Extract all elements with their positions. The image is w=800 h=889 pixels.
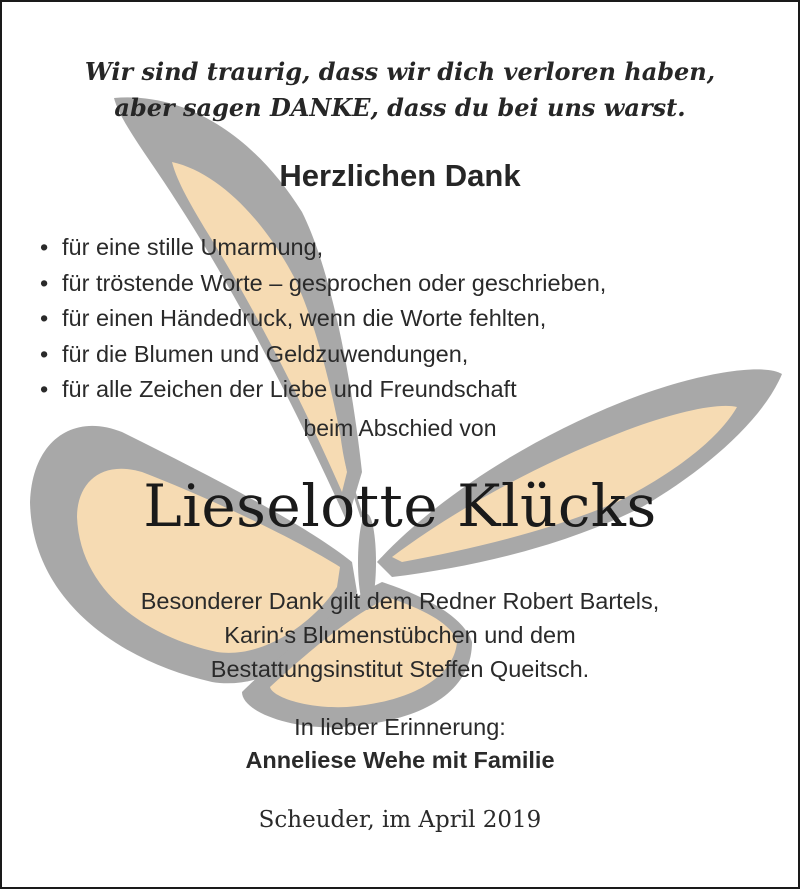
thanks-list xyxy=(40,230,606,408)
special-thanks-line-2: Karin‘s Blumenstübchen und dem xyxy=(224,622,576,648)
list-item: • für tröstende Worte – gesprochen oder geschrieben, xyxy=(40,266,606,302)
mourning-family: Anneliese Wehe mit Familie xyxy=(245,747,555,773)
place-date: Scheuder, im April 2019 xyxy=(258,807,542,833)
list-item: • für eine stille Umarmung, xyxy=(40,230,606,266)
thanks-heading: Herzlichen Dank xyxy=(279,158,521,193)
special-thanks-line-1: Besonderer Dank gilt dem Redner Robert Bartels, xyxy=(140,588,660,614)
special-thanks-line-3: Bestattungsinstitut Steffen Queitsch. xyxy=(210,656,590,682)
special-thanks xyxy=(2,584,798,686)
memory-intro: In lieber Erinnerung: xyxy=(294,714,506,740)
list-item: • für die Blumen und Geldzuwendungen, xyxy=(40,337,606,373)
farewell-text: beim Abschied von xyxy=(303,415,497,441)
list-item: • für alle Zeichen der Liebe und Freundschaft xyxy=(40,372,606,408)
motto-quote xyxy=(2,54,798,126)
list-item: • für einen Händedruck, wenn die Worte fehlten, xyxy=(40,301,606,337)
motto-line-2: aber sagen DANKE, dass du bei uns warst. xyxy=(114,93,686,122)
motto-line-1: Wir sind traurig, dass wir dich verloren haben, xyxy=(84,57,716,86)
memory-block xyxy=(2,711,798,777)
deceased-name: Lieselotte Klücks xyxy=(143,472,657,540)
